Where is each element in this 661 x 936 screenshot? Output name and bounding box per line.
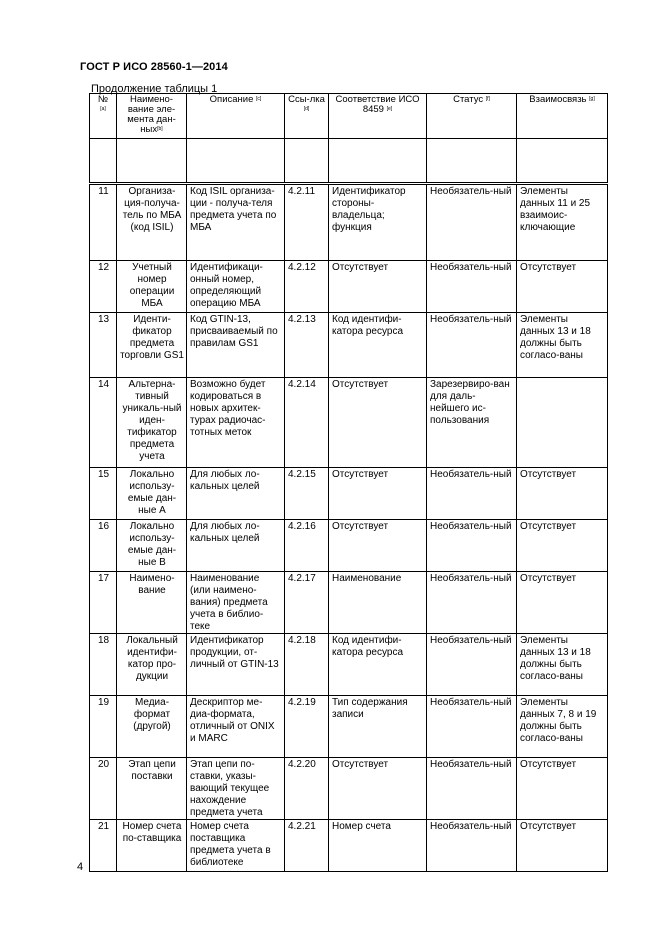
column-header-reference: Ссы-лка [d] [285,94,329,139]
cell-description: Наименование (или наимено-вания) предмета учета в библио-теке [187,572,285,634]
column-header-status: Статус [f] [427,94,517,139]
cell-row-number: 13 [90,313,117,378]
table-header-row [90,94,608,139]
cell-reference: 4.2.13 [285,313,329,378]
table-row [90,520,608,572]
cell-iso-8459-match: Тип содержания записи [329,696,427,758]
cell-reference: 4.2.17 [285,572,329,634]
table-row [90,468,608,520]
cell-status: Необязатель-ный [427,758,517,820]
table-row [90,696,608,758]
cell-element-name: Медиа-формат (другой) [117,696,187,758]
cell-description: Для любых ло-кальных целей [187,468,285,520]
cell-status: Необязатель-ный [427,520,517,572]
cell-relationship: Отсутствует [517,468,608,520]
cell-description: Возможно будет кодироваться в новых архитек-турах радиочас-тотных меток [187,378,285,468]
cell-reference: 4.2.19 [285,696,329,758]
cell-reference: 4.2.12 [285,261,329,313]
cell-element-name: Учетный номер операции МБА [117,261,187,313]
cell-iso-8459-match: Отсутствует [329,520,427,572]
cell-relationship: Элементы данных 13 и 18 должны быть согласо-ваны [517,634,608,696]
table-row [90,313,608,378]
cell-element-name: Локальный идентифи-катор про-дукции [117,634,187,696]
cell-reference: 4.2.14 [285,378,329,468]
table-row [90,758,608,820]
cell-relationship: Отсутствует [517,758,608,820]
table-continuation-label: Продолжение таблицы 1 [91,83,218,95]
cell-status: Необязатель-ный [427,184,517,261]
cell-iso-8459-match: Отсутствует [329,468,427,520]
cell-iso-8459-match: Отсутствует [329,261,427,313]
cell-row-number: 18 [90,634,117,696]
cell-relationship: Отсутствует [517,261,608,313]
table-row [90,184,608,261]
table-row [90,634,608,696]
page-number: 4 [77,861,84,873]
cell-relationship: Элементы данных 11 и 25 взаимоис-ключающие [517,184,608,261]
cell-element-name: Локально использу-емые дан-ные В [117,520,187,572]
cell-iso-8459-match: Код идентифи-катора ресурса [329,313,427,378]
cell-iso-8459-match: Идентификатор стороны-владельца; функция [329,184,427,261]
cell-relationship: Элементы данных 13 и 18 должны быть согласо-ваны [517,313,608,378]
cell-description: Идентификатор продукции, от-личный от GTIN-13 [187,634,285,696]
cell-row-number: 21 [90,820,117,872]
cell-reference: 4.2.11 [285,184,329,261]
column-header-iso-8459: Соответствие ИСО 8459 [e] [329,94,427,139]
column-header-description: Описание [c] [187,94,285,139]
cell-reference: 4.2.15 [285,468,329,520]
document-title: ГОСТ Р ИСО 28560-1—2014 [80,61,228,73]
cell-description: Идентификаци-онный номер, определяющий операцию МБА [187,261,285,313]
cell-reference: 4.2.16 [285,520,329,572]
cell-row-number: 15 [90,468,117,520]
cell-relationship: Элементы данных 7, 8 и 19 должны быть согласо-ваны [517,696,608,758]
table-row [90,378,608,468]
column-header-relationship: Взаимосвязь [g] [517,94,608,139]
cell-row-number: 11 [90,184,117,261]
cell-relationship: Отсутствует [517,520,608,572]
cell-relationship [517,378,608,468]
table-row [90,820,608,872]
cell-element-name: Локально использу-емые дан-ные А [117,468,187,520]
cell-reference: 4.2.20 [285,758,329,820]
cell-status: Необязатель-ный [427,313,517,378]
cell-row-number: 17 [90,572,117,634]
cell-reference: 4.2.21 [285,820,329,872]
cell-reference: 4.2.18 [285,634,329,696]
cell-iso-8459-match: Код идентифи-катора ресурса [329,634,427,696]
cell-iso-8459-match: Отсутствует [329,758,427,820]
cell-description: Код GTIN-13, присваиваемый по правилам GS1 [187,313,285,378]
cell-iso-8459-match: Отсутствует [329,378,427,468]
cell-relationship: Отсутствует [517,820,608,872]
cell-description: Этап цепи по-ставки, указы-вающий текущее нахождение предмета учета [187,758,285,820]
cell-description: Дескриптор ме-диа-формата, отличный от ONIX и MARC [187,696,285,758]
table-row [90,261,608,313]
cell-element-name: Номер счета по-ставщика [117,820,187,872]
table-row [90,572,608,634]
cell-status: Необязатель-ный [427,261,517,313]
cell-row-number: 16 [90,520,117,572]
cell-row-number: 12 [90,261,117,313]
cell-row-number: 19 [90,696,117,758]
cell-iso-8459-match: Наименование [329,572,427,634]
cell-status: Необязатель-ный [427,572,517,634]
cell-status: Необязатель-ный [427,468,517,520]
cell-element-name: Этап цепи поставки [117,758,187,820]
cell-row-number: 14 [90,378,117,468]
column-header-element-name: Наимено-вание эле-мента дан-ных[b] [117,94,187,139]
cell-status: Зарезервиро-ван для даль-нейшего ис-пользования [427,378,517,468]
cell-relationship: Отсутствует [517,572,608,634]
cell-element-name: Наимено-вание [117,572,187,634]
cell-element-name: Иденти-фикатор предмета торговли GS1 [117,313,187,378]
cell-element-name: Альтерна-тивный уникаль-ный иден-тификатор предмета учета [117,378,187,468]
cell-description: Код ISIL организа-ции - получа-теля предмета учета по МБА [187,184,285,261]
cell-description: Номер счета поставщика предмета учета в библиотеке [187,820,285,872]
data-elements-table [89,93,608,872]
cell-status: Необязатель-ный [427,820,517,872]
cell-row-number: 20 [90,758,117,820]
cell-iso-8459-match: Номер счета [329,820,427,872]
cell-description: Для любых ло-кальных целей [187,520,285,572]
cell-element-name: Организа-ция-получа-тель по МБА (код ISIL) [117,184,187,261]
cell-status: Необязатель-ный [427,696,517,758]
column-header-number: № [a] [90,94,117,139]
cell-status: Необязатель-ный [427,634,517,696]
